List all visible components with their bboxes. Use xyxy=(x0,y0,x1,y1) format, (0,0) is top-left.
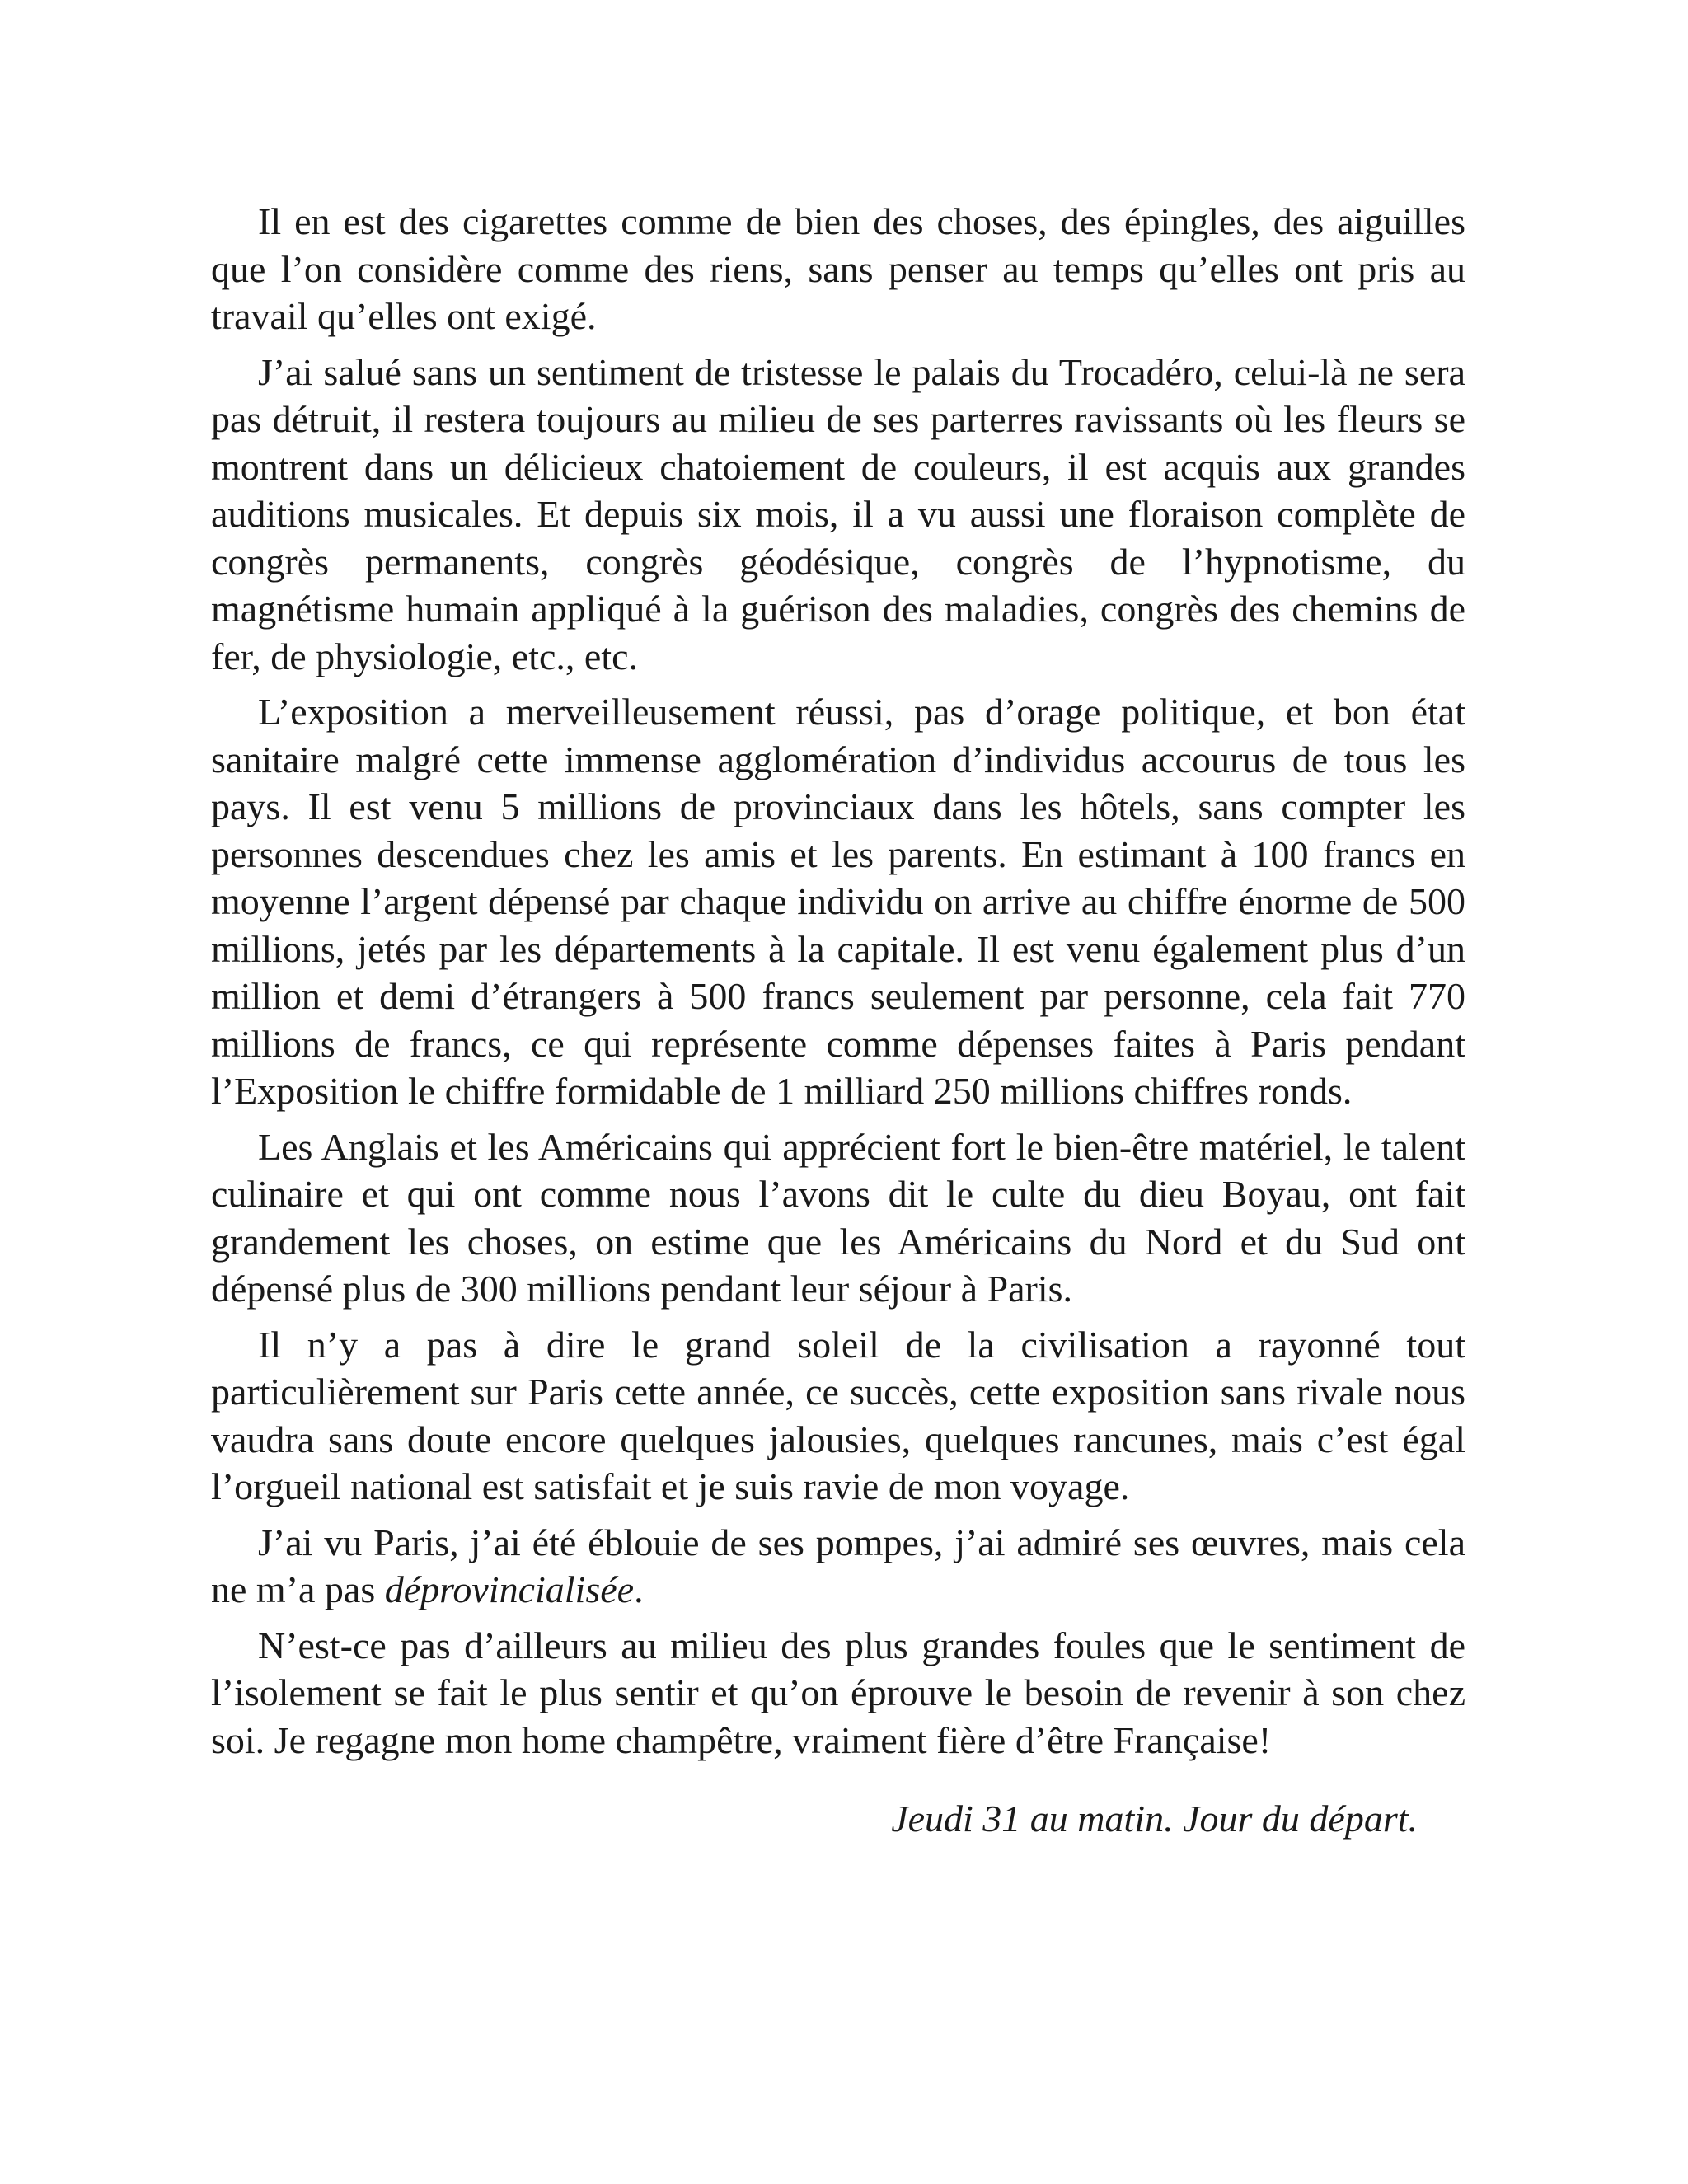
paragraph-trocadero: J’ai salué sans un sentiment de tristesse le palais du Trocadéro, celui-là ne sera pas détruit, il restera toujours au milieu de ses parterres ravissants où les fleurs se montrent dans un délicieux chatoiement de couleurs, il est acquis aux grandes auditions musicales. Et depuis six mois, il a vu aussi une floraison complète de congrès permanents, congrès géodésique, congrès de l’hypnotisme, du magnétisme humain appliqué à la guérison des maladies, congrès des chemins de fer, de physiologie, etc., etc. xyxy=(211,350,1465,677)
paragraph-anglais-americains: Les Anglais et les Américains qui apprécient fort le bien-être matériel, le talent culinaire et qui ont comme nous l’avons dit le culte du dieu Boyau, ont fait grandement les choses, on estime que les Américains du Nord et du Sud ont dépensé plus de 300 millions pendant leur séjour à Paris. xyxy=(211,1125,1465,1310)
paragraph-vu-paris xyxy=(211,1519,1465,1614)
paragraph-civilisation: Il n’y a pas à dire le grand soleil de la civilisation a rayonné tout particulièrement sur Paris cette année, ce succès, cette exposition sans rivale nous vaudra sans doute encore quelques jalousies, quelques rancunes, mais c’est égal l’orgueil national est satisfait et je suis ravie de mon voyage. xyxy=(211,1323,1465,1507)
body-text xyxy=(211,198,1465,1843)
paragraph-cigarettes: Il en est des cigarettes comme de bien des choses, des épingles, des aiguilles que l’on considère comme des riens, sans penser au temps qu’elles ont pris au travail qu’elles ont exigé. xyxy=(211,200,1465,337)
paragraph-vu-paris-end: . xyxy=(634,1568,644,1610)
paragraph-vu-paris-text: J’ai vu Paris, j’ai été éblouie de ses pompes, j’ai admiré ses œuvres, mais cela ne m’a pas xyxy=(211,1521,1465,1610)
paragraph-exposition: L’exposition a merveilleusement réussi, pas d’orage politique, et bon état sanitaire malgré cette immense agglomération d’individus accourus de tous les pays. Il est venu 5 millions de provinciaux dans les hôtels, sans compter les personnes descendues chez les amis et les parents. En estimant à 100 francs en moyenne l’argent dépensé par chaque individu on arrive au chiffre énorme de 500 millions, jetés par les départements à la capitale. Il est venu également plus d’un million et demi d’étrangers à 500 francs seulement par personne, cela fait 770 millions de francs, ce qui représente comme dépenses faites à Paris pendant l’Exposition le chiffre formidable de 1 milliard 250 millions chiffres ronds. xyxy=(211,691,1465,1112)
paragraph-isolement: N’est-ce pas d’ailleurs au milieu des plus grandes foules que le sentiment de l’isolement se fait le plus sentir et qu’on éprouve le besoin de revenir à son chez soi. Je regagne mon home champêtre, vraiment fière d’être Française! xyxy=(211,1624,1465,1761)
italic-word: déprovincialisée xyxy=(384,1568,635,1610)
date-signature: Jeudi 31 au matin. Jour du départ. xyxy=(891,1797,1418,1840)
